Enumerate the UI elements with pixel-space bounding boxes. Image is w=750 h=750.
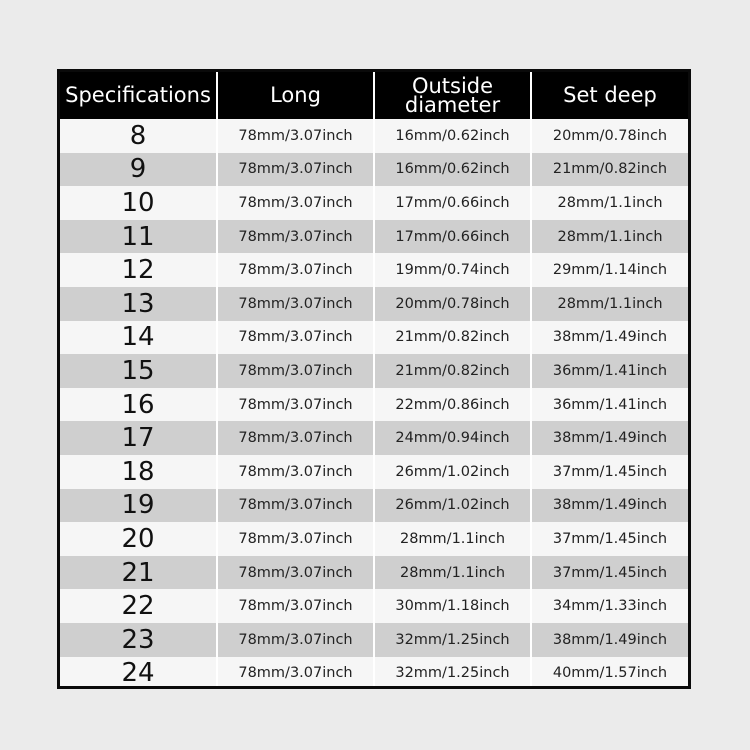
set-deep-cell: 38mm/1.49inch [531,321,688,355]
spec-cell: 14 [121,322,155,353]
table-row [60,522,688,556]
long-cell: 78mm/3.07inch [217,186,374,220]
outside-diameter-cell: 21mm/0.82inch [374,321,531,355]
spec-table-frame [57,69,691,689]
set-deep-cell: 28mm/1.1inch [531,186,688,220]
spec-cell: 18 [121,456,155,487]
long-cell: 78mm/3.07inch [217,657,374,690]
long-cell: 78mm/3.07inch [217,589,374,623]
outside-diameter-cell: 22mm/0.86inch [374,388,531,422]
table-row [60,388,688,422]
outside-diameter-cell: 19mm/0.74inch [374,253,531,287]
outside-diameter-cell: 26mm/1.02inch [374,489,531,523]
set-deep-cell: 29mm/1.14inch [531,253,688,287]
header-specifications: Specifications [65,83,211,107]
spec-cell: 12 [121,255,155,286]
header-outside-diameter: Outside diameter [374,72,531,119]
spec-cell: 13 [121,288,155,319]
long-cell: 78mm/3.07inch [217,455,374,489]
long-cell: 78mm/3.07inch [217,287,374,321]
long-cell: 78mm/3.07inch [217,321,374,355]
set-deep-cell: 38mm/1.49inch [531,623,688,657]
long-cell: 78mm/3.07inch [217,556,374,590]
spec-cell: 24 [121,658,155,689]
long-cell: 78mm/3.07inch [217,522,374,556]
table-row [60,253,688,287]
outside-diameter-cell: 24mm/0.94inch [374,421,531,455]
table-row [60,186,688,220]
header-long: Long [217,72,374,119]
set-deep-cell: 37mm/1.45inch [531,522,688,556]
outside-diameter-cell: 16mm/0.62inch [374,153,531,187]
outside-diameter-cell: 16mm/0.62inch [374,119,531,153]
spec-cell: 8 [129,120,147,151]
spec-cell: 17 [121,423,155,454]
set-deep-cell: 28mm/1.1inch [531,287,688,321]
long-cell: 78mm/3.07inch [217,253,374,287]
outside-diameter-cell: 32mm/1.25inch [374,623,531,657]
spec-cell: 16 [121,389,155,420]
long-cell: 78mm/3.07inch [217,354,374,388]
set-deep-cell: 40mm/1.57inch [531,657,688,690]
table-row [60,287,688,321]
long-cell: 78mm/3.07inch [217,153,374,187]
table-body [60,119,688,689]
table-row [60,119,688,153]
table-row [60,623,688,657]
spec-cell: 22 [121,591,155,622]
set-deep-cell: 38mm/1.49inch [531,421,688,455]
outside-diameter-cell: 17mm/0.66inch [374,186,531,220]
table-row [60,657,688,690]
table-row [60,589,688,623]
set-deep-cell: 36mm/1.41inch [531,388,688,422]
outside-diameter-cell: 32mm/1.25inch [374,657,531,690]
set-deep-cell: 20mm/0.78inch [531,119,688,153]
table-row [60,489,688,523]
set-deep-cell: 36mm/1.41inch [531,354,688,388]
table-row [60,153,688,187]
header-row [60,72,688,119]
spec-cell: 23 [121,624,155,655]
outside-diameter-cell: 30mm/1.18inch [374,589,531,623]
table-row [60,220,688,254]
table-row [60,556,688,590]
outside-diameter-cell: 21mm/0.82inch [374,354,531,388]
spec-table [60,72,688,689]
spec-cell: 11 [121,221,155,252]
table-row [60,354,688,388]
spec-cell: 20 [121,523,155,554]
spec-cell: 10 [121,187,155,218]
set-deep-cell: 37mm/1.45inch [531,556,688,590]
spec-cell: 21 [121,557,155,588]
table-row [60,421,688,455]
long-cell: 78mm/3.07inch [217,119,374,153]
long-cell: 78mm/3.07inch [217,489,374,523]
set-deep-cell: 28mm/1.1inch [531,220,688,254]
outside-diameter-cell: 17mm/0.66inch [374,220,531,254]
long-cell: 78mm/3.07inch [217,388,374,422]
table-row [60,321,688,355]
outside-diameter-cell: 28mm/1.1inch [374,522,531,556]
header-set-deep: Set deep [531,72,688,119]
set-deep-cell: 37mm/1.45inch [531,455,688,489]
spec-cell: 19 [121,490,155,521]
long-cell: 78mm/3.07inch [217,220,374,254]
long-cell: 78mm/3.07inch [217,421,374,455]
outside-diameter-cell: 20mm/0.78inch [374,287,531,321]
set-deep-cell: 34mm/1.33inch [531,589,688,623]
set-deep-cell: 38mm/1.49inch [531,489,688,523]
table-header [60,72,688,119]
outside-diameter-cell: 26mm/1.02inch [374,455,531,489]
set-deep-cell: 21mm/0.82inch [531,153,688,187]
table-row [60,455,688,489]
long-cell: 78mm/3.07inch [217,623,374,657]
outside-diameter-cell: 28mm/1.1inch [374,556,531,590]
spec-cell: 9 [129,154,147,185]
spec-cell: 15 [121,355,155,386]
